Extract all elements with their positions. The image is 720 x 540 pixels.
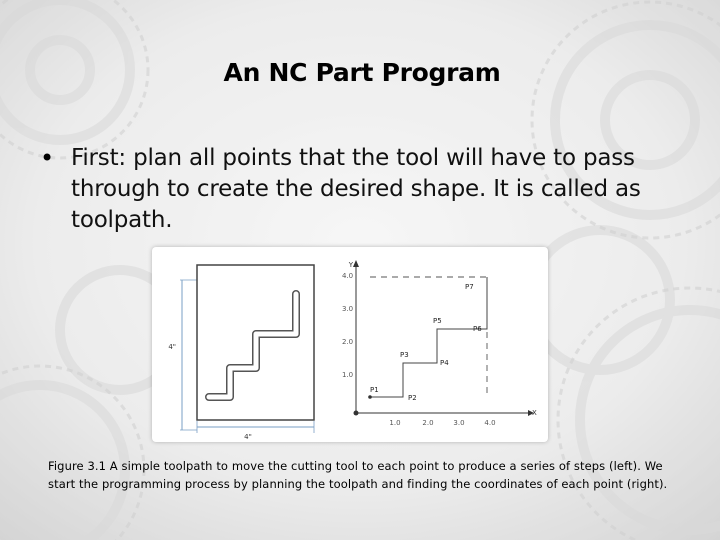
figure-drawing: [152, 247, 548, 442]
x-tick-label: 1.0: [389, 419, 401, 427]
y-axis-arrow: [353, 260, 359, 267]
width-dimension-label: 4": [244, 433, 252, 441]
y-tick-label: 1.0: [342, 371, 354, 379]
point-label: P7: [465, 283, 474, 291]
height-dimension-label: 4": [168, 343, 176, 351]
bullet-symbol: •: [40, 144, 55, 172]
point-label: P3: [400, 351, 409, 359]
point-label: P4: [440, 359, 449, 367]
point-label: P2: [408, 394, 417, 402]
y-tick-label: 4.0: [342, 272, 354, 280]
x-tick-label: 4.0: [484, 419, 496, 427]
point-label: P5: [433, 317, 442, 325]
start-point-marker: [368, 395, 372, 399]
coordinate-plot: [342, 260, 537, 427]
point-label: P6: [473, 325, 482, 333]
y-tick-label: 2.0: [342, 338, 354, 346]
point-label: P1: [370, 386, 379, 394]
point-labels: [370, 283, 482, 402]
x-tick-label: 3.0: [453, 419, 465, 427]
x-tick-label: 2.0: [422, 419, 434, 427]
y-axis-label: Y: [348, 261, 353, 269]
slide-title: An NC Part Program: [223, 58, 501, 87]
y-tick-label: 3.0: [342, 305, 354, 313]
figure-caption: Figure 3.1 A simple toolpath to move the cutting tool to each point to produce a series of steps (left). We start the programming process by planning the toolpath and finding the coordinates of each point (right).: [48, 459, 668, 491]
y-tick-labels: [342, 272, 353, 379]
x-axis-label: X: [532, 409, 537, 417]
origin-point: [354, 411, 359, 416]
workpiece-drawing: [168, 265, 314, 441]
bullet-text: First: plan all points that the tool will have to pass through to create the desired shape. It is called as toolpath.: [71, 145, 641, 233]
toolpath-line: [370, 277, 487, 397]
x-tick-labels: [389, 419, 495, 427]
toolpath-figure: [152, 247, 548, 442]
